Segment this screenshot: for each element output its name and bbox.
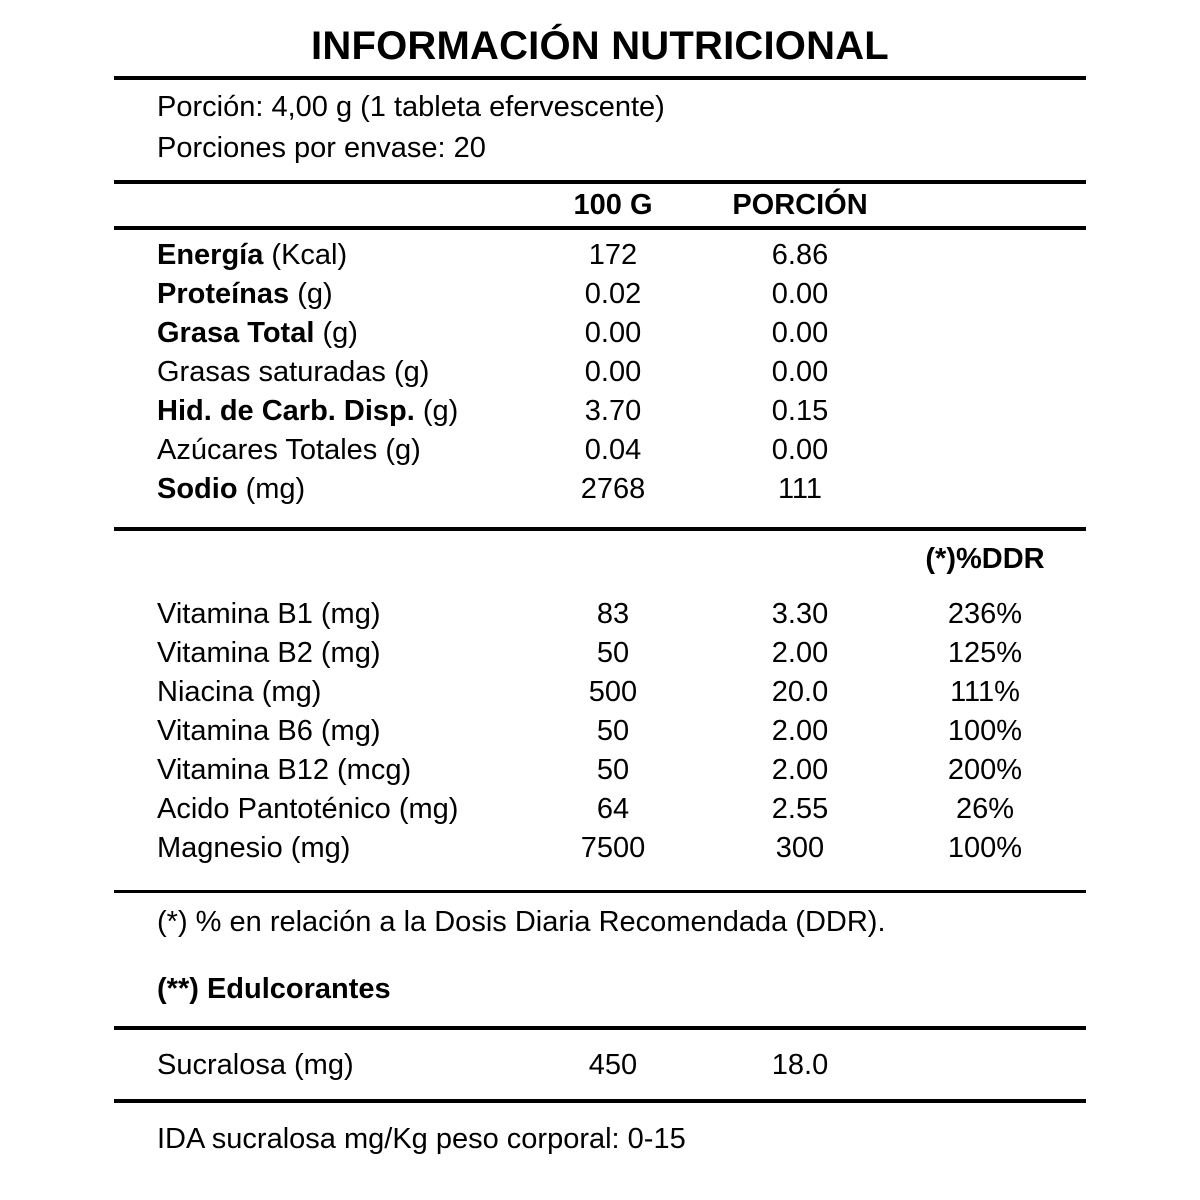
divider-under-sweetener-table bbox=[114, 1099, 1086, 1103]
sweetener-heading: (**) Edulcorantes bbox=[157, 973, 391, 1005]
nutrient-name: Energía (Kcal) bbox=[157, 239, 348, 271]
sweetener-value-per-portion: 18.0 bbox=[771, 1049, 829, 1081]
micronutrient-value-per-portion: 2.00 bbox=[771, 754, 829, 786]
nutrient-name: Proteínas (g) bbox=[157, 278, 333, 310]
micronutrient-value-per-portion: 20.0 bbox=[771, 676, 829, 708]
table-row bbox=[114, 634, 1086, 673]
divider-above-sweetener-table bbox=[114, 1026, 1086, 1030]
nutrient-value-per-portion: 6.86 bbox=[771, 239, 829, 271]
servings-per-container-line: Porciones por envase: 20 bbox=[157, 132, 486, 164]
table-row bbox=[114, 392, 1086, 431]
micronutrient-value-per-100g: 83 bbox=[596, 598, 630, 630]
micronutrient-value-per-portion: 2.55 bbox=[771, 793, 829, 825]
micronutrient-value-per-100g: 7500 bbox=[580, 832, 646, 864]
table-row bbox=[114, 1046, 1086, 1085]
micronutrient-value-per-100g: 50 bbox=[596, 754, 630, 786]
table-row bbox=[114, 751, 1086, 790]
column-header-per-100g: 100 G bbox=[573, 189, 653, 221]
nutrient-name: Azúcares Totales (g) bbox=[157, 434, 421, 466]
micronutrient-value-per-portion: 2.00 bbox=[771, 715, 829, 747]
micronutrient-name: Vitamina B12 (mcg) bbox=[157, 754, 412, 786]
nutrient-value-per-100g: 0.00 bbox=[584, 317, 642, 349]
micronutrient-value-ddr: 200% bbox=[947, 754, 1023, 786]
sweetener-value-per-100g: 450 bbox=[588, 1049, 638, 1081]
portion-line: Porción: 4,00 g (1 tableta efervescente) bbox=[157, 91, 665, 123]
nutrient-name: Sodio (mg) bbox=[157, 473, 306, 505]
micronutrient-value-per-100g: 64 bbox=[596, 793, 630, 825]
table-row bbox=[114, 829, 1086, 868]
divider-above-column-headers bbox=[114, 180, 1086, 184]
table-row bbox=[114, 712, 1086, 751]
micronutrient-name: Acido Pantoténico (mg) bbox=[157, 793, 459, 825]
nutrient-value-per-portion: 0.15 bbox=[771, 395, 829, 427]
micronutrient-value-per-portion: 2.00 bbox=[771, 637, 829, 669]
micronutrient-name: Magnesio (mg) bbox=[157, 832, 351, 864]
nutrient-value-per-portion: 0.00 bbox=[771, 356, 829, 388]
table-row bbox=[114, 353, 1086, 392]
sweetener-name: Sucralosa (mg) bbox=[157, 1049, 354, 1081]
nutrient-name: Grasas saturadas (g) bbox=[157, 356, 430, 388]
micronutrient-name: Vitamina B2 (mg) bbox=[157, 637, 381, 669]
micronutrient-value-ddr: 236% bbox=[947, 598, 1023, 630]
ddr-footnote: (*) % en relación a la Dosis Diaria Recomendada (DDR). bbox=[157, 906, 886, 938]
micronutrient-value-per-portion: 3.30 bbox=[771, 598, 829, 630]
table-row bbox=[114, 673, 1086, 712]
nutrient-value-per-100g: 0.00 bbox=[584, 356, 642, 388]
nutrient-value-per-100g: 0.02 bbox=[584, 278, 642, 310]
nutrient-value-per-100g: 0.04 bbox=[584, 434, 642, 466]
nutrient-value-per-100g: 2768 bbox=[580, 473, 646, 505]
divider-above-ddr-note bbox=[114, 890, 1086, 893]
ida-note: IDA sucralosa mg/Kg peso corporal: 0-15 bbox=[157, 1123, 686, 1155]
micronutrient-name: Vitamina B1 (mg) bbox=[157, 598, 381, 630]
table-row bbox=[114, 431, 1086, 470]
nutrient-value-per-portion: 0.00 bbox=[771, 317, 829, 349]
column-header-ddr: (*)%DDR bbox=[925, 543, 1045, 575]
nutrient-name: Grasa Total (g) bbox=[157, 317, 358, 349]
column-header-per-portion: PORCIÓN bbox=[732, 189, 868, 221]
micronutrient-value-ddr: 100% bbox=[947, 715, 1023, 747]
table-row bbox=[114, 314, 1086, 353]
micronutrient-value-ddr: 26% bbox=[955, 793, 1015, 825]
column-header-row bbox=[114, 186, 1086, 224]
micronutrient-value-per-100g: 50 bbox=[596, 715, 630, 747]
ddr-header-row bbox=[114, 539, 1086, 579]
micronutrient-value-ddr: 125% bbox=[947, 637, 1023, 669]
nutrient-value-per-portion: 0.00 bbox=[771, 434, 829, 466]
micronutrient-name: Niacina (mg) bbox=[157, 676, 322, 708]
table-row bbox=[114, 275, 1086, 314]
table-row bbox=[114, 595, 1086, 634]
page-title: INFORMACIÓN NUTRICIONAL bbox=[311, 24, 889, 68]
divider-under-title bbox=[114, 76, 1086, 80]
table-row bbox=[114, 236, 1086, 275]
nutrient-value-per-portion: 0.00 bbox=[771, 278, 829, 310]
micronutrient-value-ddr: 111% bbox=[950, 676, 1020, 708]
serving-info bbox=[157, 87, 665, 169]
nutrient-value-per-100g: 172 bbox=[588, 239, 638, 271]
nutrient-value-per-100g: 3.70 bbox=[584, 395, 642, 427]
micronutrient-value-ddr: 100% bbox=[947, 832, 1023, 864]
divider-above-ddr-header bbox=[114, 527, 1086, 531]
micronutrient-value-per-100g: 50 bbox=[596, 637, 630, 669]
table-row bbox=[114, 790, 1086, 829]
nutrient-name: Hid. de Carb. Disp. (g) bbox=[157, 395, 459, 427]
nutrient-value-per-portion: 111 bbox=[777, 473, 823, 505]
micronutrient-name: Vitamina B6 (mg) bbox=[157, 715, 381, 747]
table-row bbox=[114, 470, 1086, 509]
micronutrient-value-per-100g: 500 bbox=[588, 676, 638, 708]
micronutrient-value-per-portion: 300 bbox=[775, 832, 825, 864]
divider-under-column-headers bbox=[114, 226, 1086, 230]
